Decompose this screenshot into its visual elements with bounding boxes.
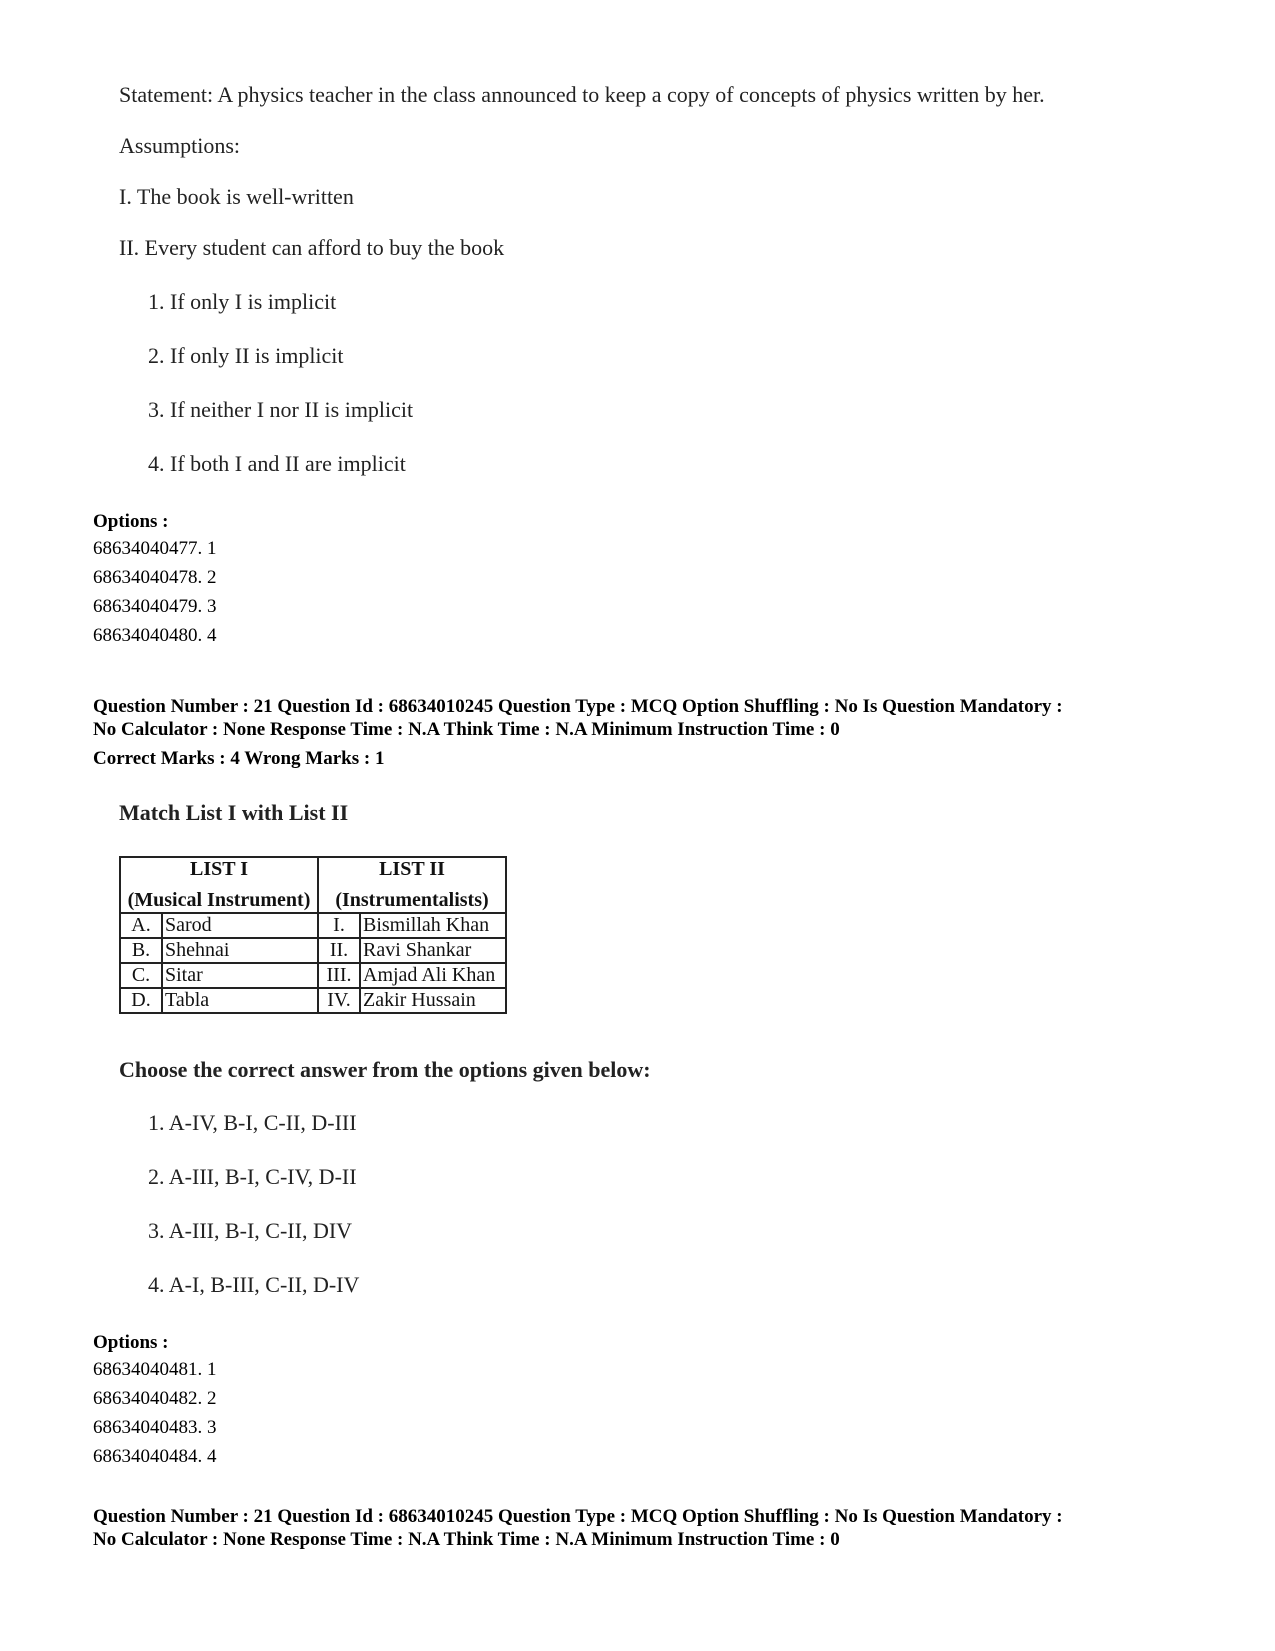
row-key: C. bbox=[120, 963, 162, 988]
instrument-cell: Sitar bbox=[162, 963, 318, 988]
row-key: D. bbox=[120, 988, 162, 1013]
option-2: 68634040478. 2 bbox=[93, 567, 217, 588]
option-2: 68634040482. 2 bbox=[93, 1388, 217, 1409]
next-question-meta-line1: Question Number : 21 Question Id : 68634010245 Question Type : MCQ Option Shuffling : No Is Question Mandatory : bbox=[93, 1506, 1063, 1527]
assumption-1: I. The book is well-written bbox=[119, 184, 354, 209]
instrument-cell: Sarod bbox=[162, 913, 318, 938]
table-row bbox=[120, 988, 506, 1013]
row-key: IV. bbox=[318, 988, 360, 1013]
row-key: III. bbox=[318, 963, 360, 988]
assumption-2: II. Every student can afford to buy the book bbox=[119, 235, 505, 260]
question-meta-line1: Question Number : 21 Question Id : 68634010245 Question Type : MCQ Option Shuffling : No Is Question Mandatory : bbox=[93, 696, 1063, 717]
options-label: Options : bbox=[93, 511, 169, 532]
instruction-text: Choose the correct answer from the options given below: bbox=[119, 1057, 651, 1082]
list2-subtitle: (Instrumentalists) bbox=[335, 889, 489, 911]
choice-4: 4. A-I, B-III, C-II, D-IV bbox=[148, 1272, 360, 1297]
choice-1: 1. A-IV, B-I, C-II, D-III bbox=[148, 1110, 357, 1135]
instrumentalist-cell: Zakir Hussain bbox=[360, 988, 506, 1013]
choice-4: 4. If both I and II are implicit bbox=[148, 451, 406, 476]
match-table bbox=[119, 856, 507, 1014]
instrument-cell: Tabla bbox=[162, 988, 318, 1013]
list1-header bbox=[120, 857, 318, 913]
options-label: Options : bbox=[93, 1332, 169, 1353]
option-4: 68634040480. 4 bbox=[93, 625, 217, 646]
option-3: 68634040483. 3 bbox=[93, 1417, 217, 1438]
instrument-cell: Shehnai bbox=[162, 938, 318, 963]
question-meta-line2: No Calculator : None Response Time : N.A Think Time : N.A Minimum Instruction Time : 0 bbox=[93, 719, 840, 740]
question-title: Match List I with List II bbox=[119, 800, 349, 825]
choice-2: 2. If only II is implicit bbox=[148, 343, 344, 368]
choice-2: 2. A-III, B-I, C-IV, D-II bbox=[148, 1164, 357, 1189]
instrumentalist-cell: Bismillah Khan bbox=[360, 913, 506, 938]
choice-3: 3. If neither I nor II is implicit bbox=[148, 397, 414, 422]
list1-subtitle: (Musical Instrument) bbox=[127, 889, 311, 911]
choice-1: 1. If only I is implicit bbox=[148, 289, 337, 314]
option-3: 68634040479. 3 bbox=[93, 596, 217, 617]
option-4: 68634040484. 4 bbox=[93, 1446, 217, 1467]
table-row bbox=[120, 913, 506, 938]
list2-header bbox=[318, 857, 506, 913]
statement-text: Statement: A physics teacher in the class announced to keep a copy of concepts of physics written by her. bbox=[119, 82, 1045, 107]
option-1: 68634040481. 1 bbox=[93, 1359, 217, 1380]
row-key: II. bbox=[318, 938, 360, 963]
choice-3: 3. A-III, B-I, C-II, DIV bbox=[148, 1218, 353, 1243]
marks-line: Correct Marks : 4 Wrong Marks : 1 bbox=[93, 748, 385, 769]
row-key: B. bbox=[120, 938, 162, 963]
table-row bbox=[120, 963, 506, 988]
assumptions-label: Assumptions: bbox=[119, 133, 241, 158]
table-row bbox=[120, 938, 506, 963]
instrumentalist-cell: Amjad Ali Khan bbox=[360, 963, 506, 988]
list2-title: LIST II bbox=[379, 858, 445, 880]
list1-title: LIST I bbox=[189, 858, 248, 880]
row-key: I. bbox=[318, 913, 360, 938]
instrumentalist-cell: Ravi Shankar bbox=[360, 938, 506, 963]
row-key: A. bbox=[120, 913, 162, 938]
option-1: 68634040477. 1 bbox=[93, 538, 217, 559]
next-question-meta-line2: No Calculator : None Response Time : N.A Think Time : N.A Minimum Instruction Time : 0 bbox=[93, 1529, 840, 1550]
